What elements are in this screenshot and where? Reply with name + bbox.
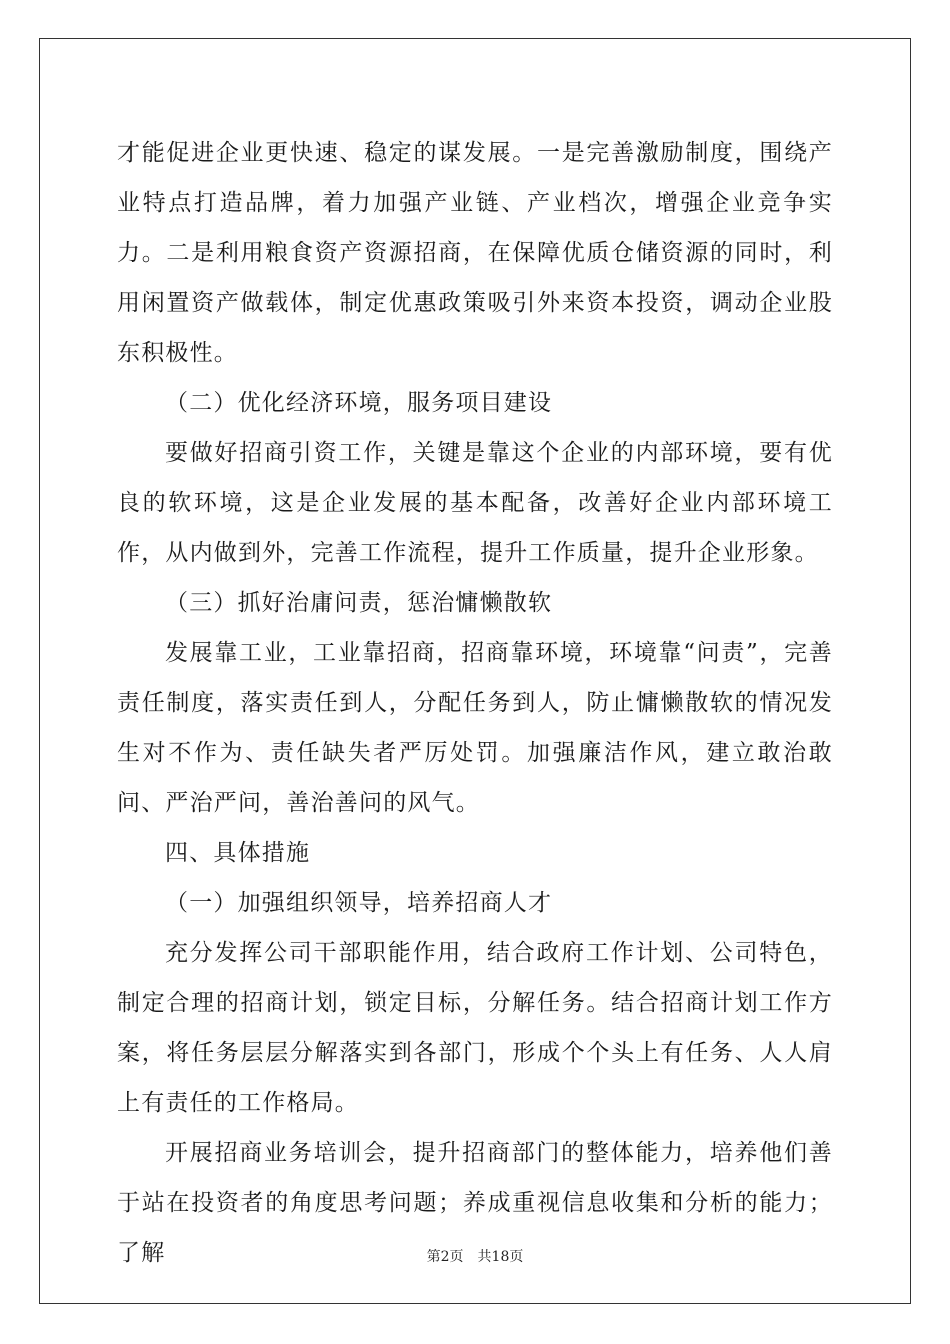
paragraph-2: 要做好招商引资工作，关键是靠这个企业的内部环境，要有优良的软环境，这是企业发展的基本配备，改善好企业内部环境工作，从内做到外，完善工作流程，提升工作质量，提升企业形象。 <box>117 440 833 566</box>
page-footer <box>0 1246 950 1266</box>
paragraph-4: 充分发挥公司干部职能作用，结合政府工作计划、公司特色，制定合理的招商计划，锁定目标，分解任务。结合招商计划工作方案，将任务层层分解落实到各部门，形成个个头上有任务、人人肩上有责任的工作格局。 <box>117 940 833 1116</box>
paragraph-1: 才能促进企业更快速、稳定的谋发展。一是完善激励制度，围绕产业特点打造品牌，着力加强产业链、产业档次，增强企业竞争实力。二是利用粮食资产资源招商，在保障优质仓储资源的同时，利用闲置资产做载体，制定优惠政策吸引外来资本投资，调动企业股东积极性。 <box>117 140 833 366</box>
paragraph-3: 发展靠工业，工业靠招商，招商靠环境，环境靠“问责”，完善责任制度，落实责任到人，分配任务到人，防止慵懒散软的情况发生对不作为、责任缺失者严厉处罚。加强廉洁作风，建立敢治敢问、严治严问，善治善问的风气。 <box>117 640 833 816</box>
section-heading-3: （三）抓好治庸问责，惩治慵懒散软 <box>165 590 553 616</box>
document-body <box>117 128 833 1278</box>
paragraph-5: 开展招商业务培训会，提升招商部门的整体能力，培养他们善于站在投资者的角度思考问题；养成重视信息收集和分析的能力；了解 <box>117 1140 833 1266</box>
section-heading-2: （二）优化经济环境，服务项目建设 <box>165 390 553 416</box>
page-number: 第2页 <box>426 1249 464 1265</box>
page-total: 共18页 <box>477 1249 524 1265</box>
section-heading-4-1: （一）加强组织领导，培养招商人才 <box>165 890 553 916</box>
chapter-heading-4: 四、具体措施 <box>165 840 311 866</box>
